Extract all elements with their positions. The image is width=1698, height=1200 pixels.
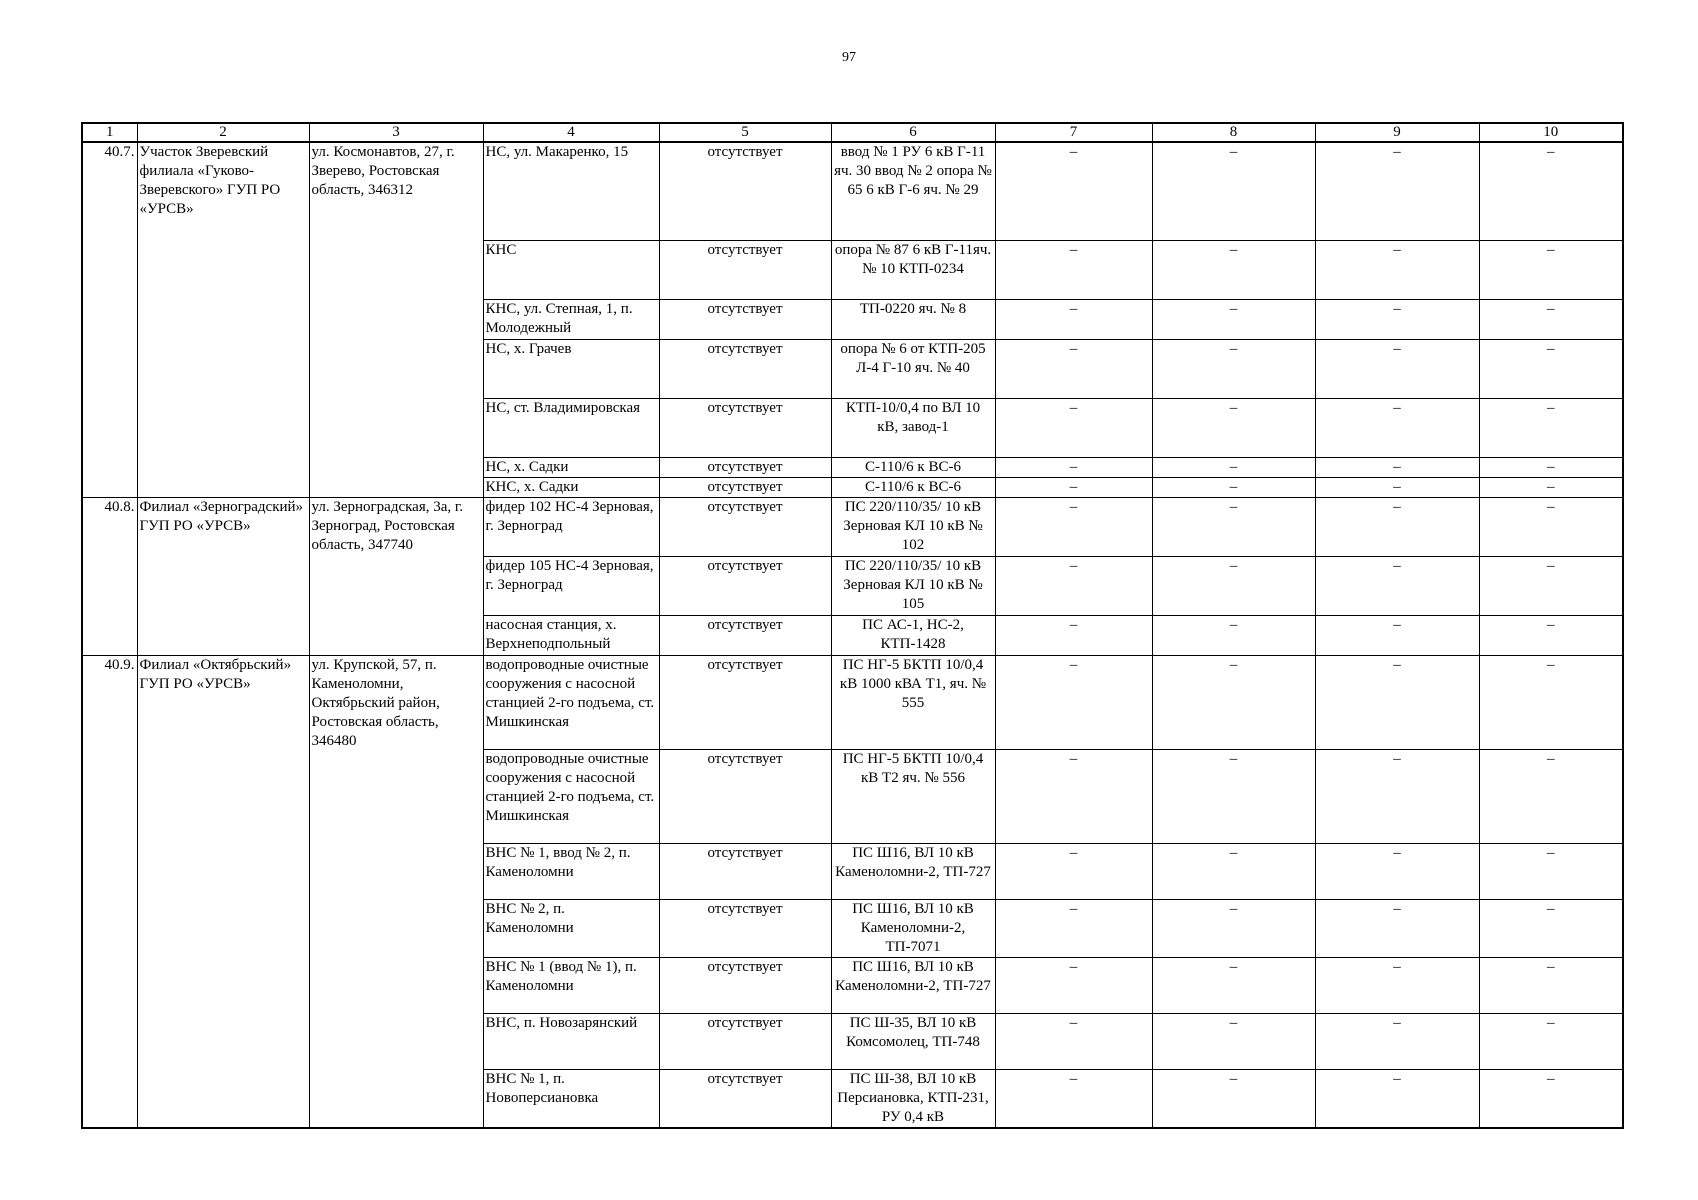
col7-value: – [995,142,1152,240]
col10-value: – [1479,1069,1623,1128]
col7-value: – [995,299,1152,339]
col8-value: – [1152,556,1315,615]
object-name: ВНС № 1 (ввод № 1), п. Каменоломни [483,957,659,1013]
organization-address: ул. Зерноградская, 3а, г. Зерноград, Ростовская область, 347740 [309,497,483,655]
header-row [82,123,1623,142]
supply-point: ПС Ш16, ВЛ 10 кВ Каменоломни-2, ТП-727 [831,957,995,1013]
col7-value: – [995,240,1152,299]
col7-value: – [995,556,1152,615]
col8-value: – [1152,615,1315,655]
col7-value: – [995,655,1152,749]
column-header: 1 [82,123,137,142]
col5-value: отсутствует [659,556,831,615]
supply-point: ПС АС-1, НС-2, КТП-1428 [831,615,995,655]
organization-name: Филиал «Октябрьский» ГУП РО «УРСВ» [137,655,309,1128]
col10-value: – [1479,1013,1623,1069]
col8-value: – [1152,142,1315,240]
table-row [82,497,1623,556]
col9-value: – [1315,142,1479,240]
column-header: 4 [483,123,659,142]
col9-value: – [1315,477,1479,497]
col7-value: – [995,1069,1152,1128]
object-name: КНС [483,240,659,299]
supply-point: ПС 220/110/35/ 10 кВ Зерновая КЛ 10 кВ № 102 [831,497,995,556]
col7-value: – [995,957,1152,1013]
col7-value: – [995,398,1152,457]
column-header: 8 [1152,123,1315,142]
object-name: НС, ст. Владимировская [483,398,659,457]
column-header: 9 [1315,123,1479,142]
col9-value: – [1315,339,1479,398]
table-header [82,123,1623,142]
col9-value: – [1315,497,1479,556]
object-name: НС, х. Садки [483,457,659,477]
col5-value: отсутствует [659,142,831,240]
object-name: ВНС, п. Новозарянский [483,1013,659,1069]
supply-point: С-110/6 к ВС-6 [831,477,995,497]
col5-value: отсутствует [659,843,831,899]
col9-value: – [1315,1069,1479,1128]
object-name: ВНС № 2, п. Каменоломни [483,899,659,957]
col10-value: – [1479,339,1623,398]
col9-value: – [1315,457,1479,477]
table-row [82,142,1623,240]
object-name: НС, ул. Макаренко, 15 [483,142,659,240]
col8-value: – [1152,1069,1315,1128]
col5-value: отсутствует [659,615,831,655]
col10-value: – [1479,240,1623,299]
col9-value: – [1315,749,1479,843]
col9-value: – [1315,899,1479,957]
object-name: водопроводные очистные сооружения с насосной станцией 2-го подъема, ст. Мишкинская [483,749,659,843]
col10-value: – [1479,655,1623,749]
col9-value: – [1315,240,1479,299]
col5-value: отсутствует [659,457,831,477]
column-header: 10 [1479,123,1623,142]
column-header: 5 [659,123,831,142]
col10-value: – [1479,477,1623,497]
col8-value: – [1152,339,1315,398]
column-header: 7 [995,123,1152,142]
col5-value: отсутствует [659,240,831,299]
column-header: 6 [831,123,995,142]
col10-value: – [1479,299,1623,339]
object-name: НС, х. Грачев [483,339,659,398]
col10-value: – [1479,615,1623,655]
object-name: насосная станция, х. Верхнеподпольный [483,615,659,655]
organization-name: Участок Зверевский филиала «Гуково-Зверевского» ГУП РО «УРСВ» [137,142,309,497]
column-header: 2 [137,123,309,142]
supply-point: ПС 220/110/35/ 10 кВ Зерновая КЛ 10 кВ № 105 [831,556,995,615]
col7-value: – [995,899,1152,957]
col9-value: – [1315,1013,1479,1069]
page-number: 97 [842,50,856,65]
supply-point: опора № 6 от КТП-205 Л-4 Г-10 яч. № 40 [831,339,995,398]
object-name: водопроводные очистные сооружения с насосной станцией 2-го подъема, ст. Мишкинская [483,655,659,749]
col5-value: отсутствует [659,398,831,457]
col7-value: – [995,843,1152,899]
organization-address: ул. Космонавтов, 27, г. Зверево, Ростовская область, 346312 [309,142,483,497]
supply-point: ПС НГ-5 БКТП 10/0,4 кВ Т2 яч. № 556 [831,749,995,843]
col9-value: – [1315,398,1479,457]
supply-point: ввод № 1 РУ 6 кВ Г-11 яч. 30 ввод № 2 опора № 65 6 кВ Г-6 яч. № 29 [831,142,995,240]
col10-value: – [1479,457,1623,477]
col10-value: – [1479,556,1623,615]
col9-value: – [1315,957,1479,1013]
col5-value: отсутствует [659,1013,831,1069]
col7-value: – [995,339,1152,398]
table-row [82,655,1623,749]
col7-value: – [995,749,1152,843]
col7-value: – [995,457,1152,477]
col8-value: – [1152,749,1315,843]
col7-value: – [995,477,1152,497]
col8-value: – [1152,457,1315,477]
col9-value: – [1315,556,1479,615]
col8-value: – [1152,497,1315,556]
supply-point: ПС НГ-5 БКТП 10/0,4 кВ 1000 кВА Т1, яч. № 555 [831,655,995,749]
col5-value: отсутствует [659,477,831,497]
col7-value: – [995,1013,1152,1069]
object-name: КНС, х. Садки [483,477,659,497]
col10-value: – [1479,957,1623,1013]
object-name: фидер 102 НС-4 Зерновая, г. Зерноград [483,497,659,556]
col10-value: – [1479,398,1623,457]
col7-value: – [995,497,1152,556]
col7-value: – [995,615,1152,655]
supply-point: КТП-10/0,4 по ВЛ 10 кВ, завод-1 [831,398,995,457]
col8-value: – [1152,957,1315,1013]
col8-value: – [1152,1013,1315,1069]
col8-value: – [1152,843,1315,899]
object-name: ВНС № 1, ввод № 2, п. Каменоломни [483,843,659,899]
col5-value: отсутствует [659,749,831,843]
organization-name: Филиал «Зерноградский» ГУП РО «УРСВ» [137,497,309,655]
organization-address: ул. Крупской, 57, п. Каменоломни, Октябрьский район, Ростовская область, 346480 [309,655,483,1128]
col5-value: отсутствует [659,497,831,556]
supply-point: ПС Ш16, ВЛ 10 кВ Каменоломни-2, ТП-7071 [831,899,995,957]
col8-value: – [1152,398,1315,457]
col10-value: – [1479,843,1623,899]
col5-value: отсутствует [659,957,831,1013]
col5-value: отсутствует [659,655,831,749]
supply-point: С-110/6 к ВС-6 [831,457,995,477]
col5-value: отсутствует [659,339,831,398]
supply-point: ПС Ш-38, ВЛ 10 кВ Персиановка, КТП-231, РУ 0,4 кВ [831,1069,995,1128]
col9-value: – [1315,655,1479,749]
table-body [82,142,1623,1128]
supply-point: ПС Ш16, ВЛ 10 кВ Каменоломни-2, ТП-727 [831,843,995,899]
supply-point: ТП-0220 яч. № 8 [831,299,995,339]
col8-value: – [1152,477,1315,497]
col9-value: – [1315,299,1479,339]
col10-value: – [1479,899,1623,957]
col10-value: – [1479,749,1623,843]
col5-value: отсутствует [659,299,831,339]
supply-point: ПС Ш-35, ВЛ 10 кВ Комсомолец, ТП-748 [831,1013,995,1069]
object-name: КНС, ул. Степная, 1, п. Молодежный [483,299,659,339]
col8-value: – [1152,655,1315,749]
col9-value: – [1315,615,1479,655]
row-number: 40.7. [82,142,137,497]
object-name: фидер 105 НС-4 Зерновая, г. Зерноград [483,556,659,615]
col8-value: – [1152,240,1315,299]
col9-value: – [1315,843,1479,899]
data-table [81,122,1624,1129]
column-header: 3 [309,123,483,142]
col5-value: отсутствует [659,899,831,957]
col5-value: отсутствует [659,1069,831,1128]
object-name: ВНС № 1, п. Новоперсиановка [483,1069,659,1128]
supply-point: опора № 87 6 кВ Г-11яч. № 10 КТП-0234 [831,240,995,299]
col10-value: – [1479,142,1623,240]
col8-value: – [1152,299,1315,339]
col8-value: – [1152,899,1315,957]
col10-value: – [1479,497,1623,556]
row-number: 40.9. [82,655,137,1128]
row-number: 40.8. [82,497,137,655]
